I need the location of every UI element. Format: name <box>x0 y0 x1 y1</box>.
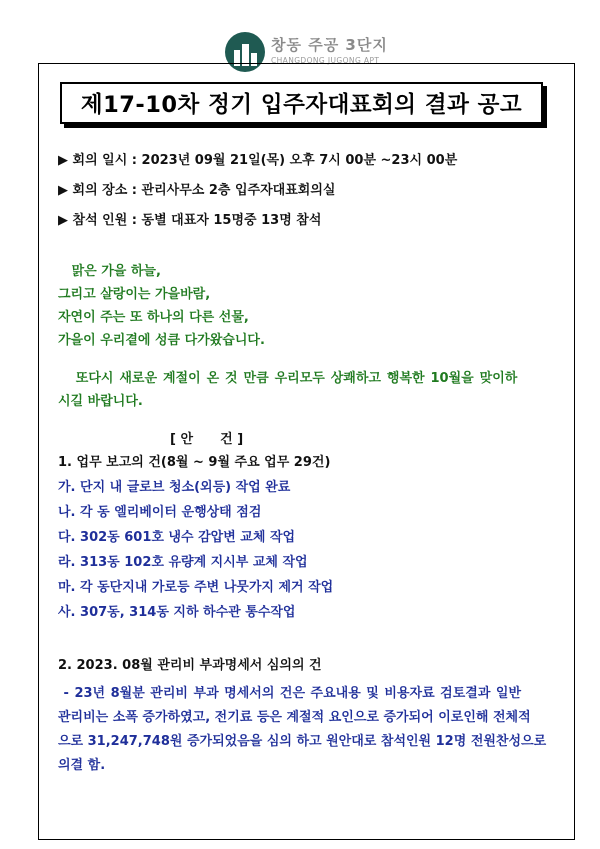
page-title: 제17-10차 정기 입주자대표회의 결과 공고 <box>80 92 523 118</box>
agenda-heading: [ 안 건 ] <box>170 432 244 447</box>
agenda-subitem: 사. 307동, 314동 지하 하수관 통수작업 <box>58 605 296 620</box>
meeting-date: ▶ 회의 일시 : 2023년 09월 21일(목) 오후 7시 00분 ~23시 00분 <box>58 153 458 168</box>
agenda-item-2-body: 으로 31,247,748원 증가되었음을 심의 하고 원안대로 참석인원 12명 전원찬성으로 <box>58 734 547 749</box>
poem-line: 그리고 살랑이는 가을바람, <box>58 287 211 302</box>
agenda-item-2-body: - 23년 8월분 관리비 부과 명세서의 건은 주요내용 및 비용자료 검토결과 일반 <box>58 686 522 701</box>
title-box <box>60 82 543 124</box>
agenda-item-1-title: 1. 업무 보고의 건(8월 ~ 9월 주요 업무 29건) <box>58 455 331 470</box>
agenda-subitem: 다. 302동 601호 냉수 감압변 교체 작업 <box>58 530 296 545</box>
agenda-item-2-body: 의결 함. <box>58 758 106 773</box>
agenda-subitem: 나. 각 동 엘리베이터 운행상태 점검 <box>58 505 262 520</box>
greeting-message-line: 시길 바랍니다. <box>58 394 143 409</box>
meeting-attendance: ▶ 참석 인원 : 동별 대표자 15명중 13명 참석 <box>58 213 322 228</box>
agenda-item-2-body: 관리비는 소폭 증가하였고, 전기료 등은 계절적 요인으로 증가되어 이로인해 전체적 <box>58 710 531 725</box>
agenda-item-2-title: 2. 2023. 08월 관리비 부과명세서 심의의 건 <box>58 658 322 673</box>
agenda-subitem: 가. 단지 내 글로브 청소(외등) 작업 완료 <box>58 480 291 495</box>
greeting-message-line: 또다시 새로운 계절이 온 것 만큼 우리모두 상쾌하고 행복한 10월을 맞이하 <box>58 371 518 386</box>
meeting-place: ▶ 회의 장소 : 관리사무소 2층 입주자대표회의실 <box>58 183 336 198</box>
poem-line: 가을이 우리곁에 성큼 다가왔습니다. <box>58 333 265 348</box>
logo-name-english: CHANGDONG JUGONG APT <box>271 56 380 65</box>
agenda-subitem: 라. 313동 102호 유량계 지시부 교체 작업 <box>58 555 308 570</box>
poem-line: 자연이 주는 또 하나의 다른 선물, <box>58 310 249 325</box>
agenda-subitem: 마. 각 동단지내 가로등 주변 나뭇가지 제거 작업 <box>58 580 334 595</box>
logo-name-korean: 창동 주공 3단지 <box>271 36 388 54</box>
poem-line: 맑은 가을 하늘, <box>58 264 161 279</box>
